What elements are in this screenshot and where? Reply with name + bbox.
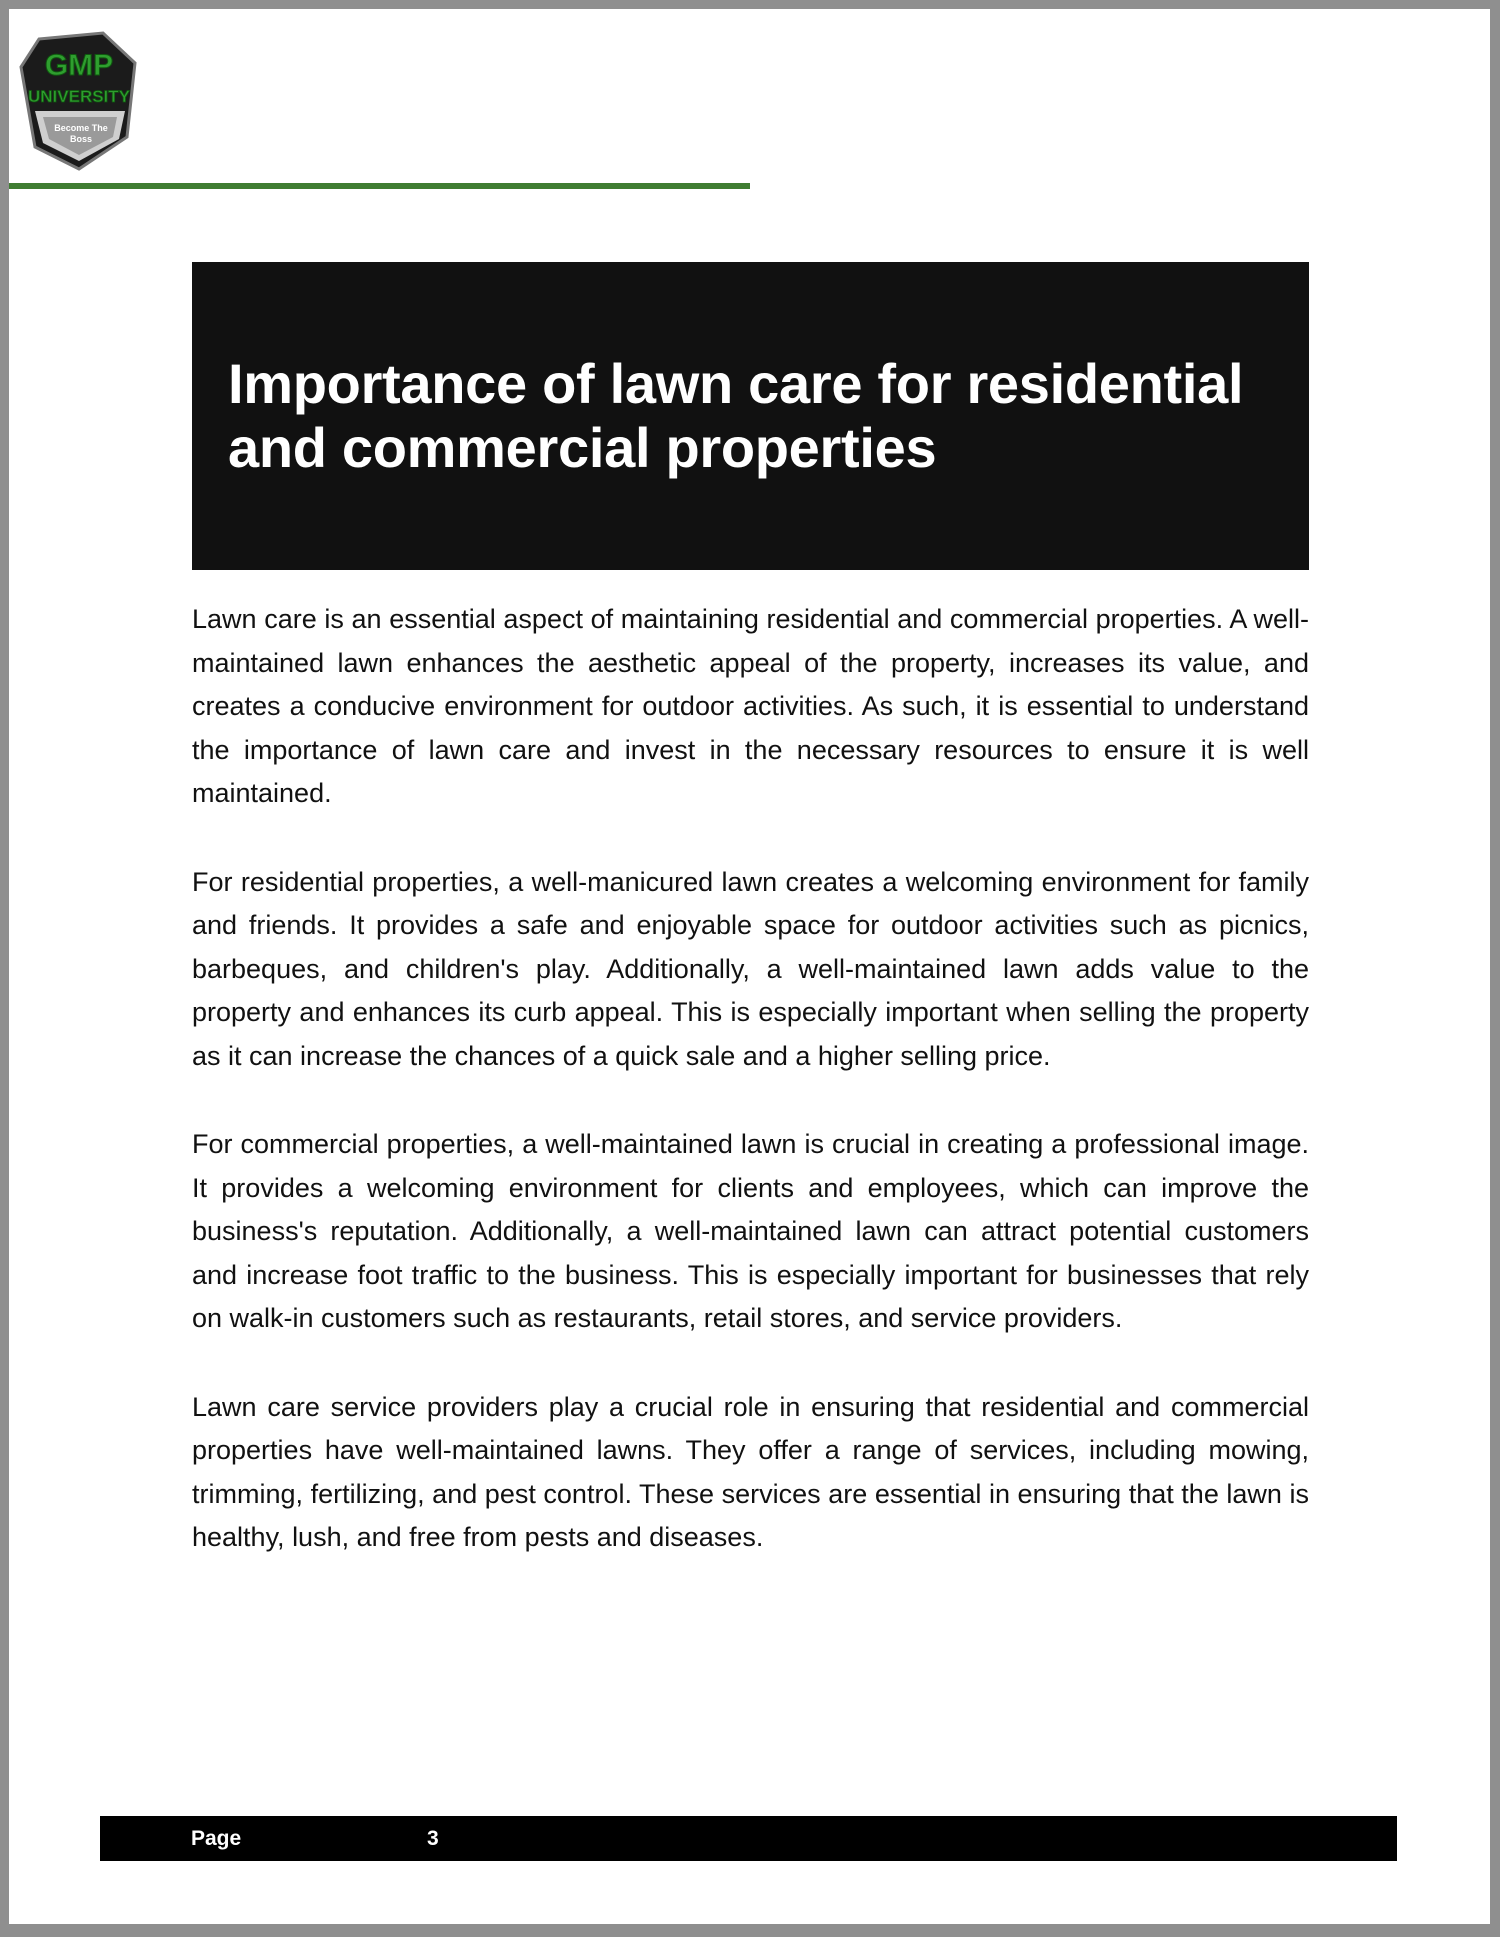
header-rule	[9, 183, 750, 189]
title-banner	[192, 262, 1309, 570]
footer-page-number: 3	[427, 1827, 439, 1850]
footer-page-label: Page	[191, 1827, 242, 1850]
gmp-university-logo-icon	[9, 27, 149, 172]
paragraph-service-providers: Lawn care service providers play a crucial role in ensuring that residential and commercial properties have well-maintained lawns. They offer a range of services, including mowing, trimming, fertilizing, and pest control. These services are essential in ensuring that the lawn is healthy, lush, and free from pests and diseases.	[192, 1391, 1309, 1552]
paragraph-residential: For residential properties, a well-manicured lawn creates a welcoming environment for family and friends. It provides a safe and enjoyable space for outdoor activities such as picnics, barbeques, and children's play. Additionally, a well-maintained lawn adds value to the property and enhances its curb appeal. This is especially important when selling the property as it can increase the chances of a quick sale and a higher selling price.	[192, 866, 1309, 1071]
paragraph-commercial: For commercial properties, a well-maintained lawn is crucial in creating a professional image. It provides a welcoming environment for clients and employees, which can improve the business's reputation. Additionally, a well-maintained lawn can attract potential customers and increase foot traffic to the business. This is especially important for businesses that rely on walk-in customers such as restaurants, retail stores, and service providers.	[192, 1129, 1309, 1333]
page-footer	[100, 1816, 1397, 1861]
svg-text:GMP: GMP	[44, 49, 114, 82]
document-page	[9, 9, 1490, 1924]
body-text	[192, 598, 1309, 1605]
page-title: Importance of lawn care for residential and commercial properties	[228, 352, 1244, 479]
svg-text:Become The: Become The	[54, 123, 108, 133]
svg-text:Boss: Boss	[69, 134, 93, 144]
svg-text:UNIVERSITY: UNIVERSITY	[27, 87, 131, 106]
paragraph-intro: Lawn care is an essential aspect of maintaining residential and commercial properties. A well-maintained lawn enhances the aesthetic appeal of the property, increases its value, and creates a conducive environment for outdoor activities. As such, it is essential to understand the importance of lawn care and invest in the necessary resources to ensure it is well maintained.	[192, 604, 1309, 808]
